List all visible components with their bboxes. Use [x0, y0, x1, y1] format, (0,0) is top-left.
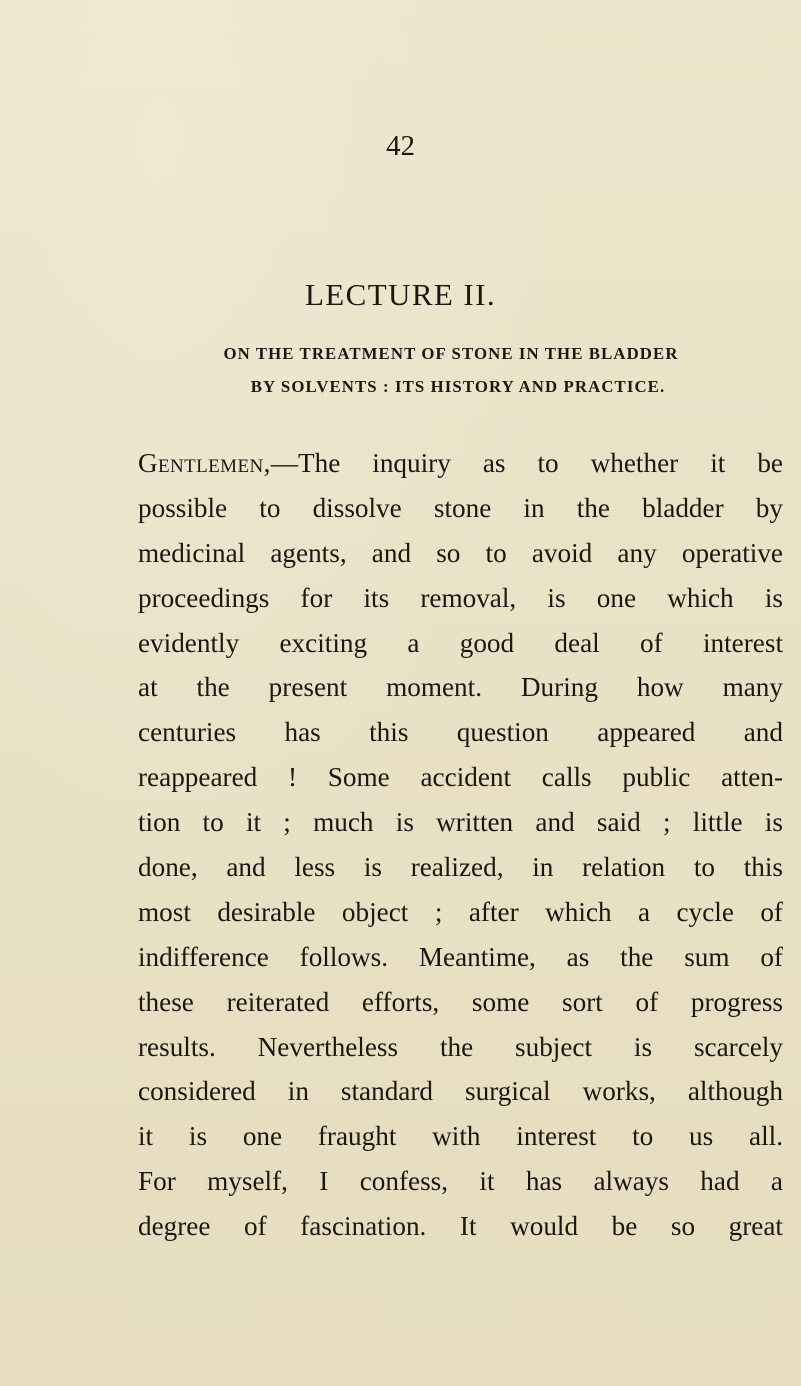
body-line: considered in standard surgical works, although [138, 1076, 783, 1107]
body-line: For myself, I confess, it has always had a [138, 1166, 783, 1197]
body-line: evidently exciting a good deal of interest [138, 627, 783, 658]
lecture-title: LECTURE II. [304, 277, 497, 312]
body-line: it is one fraught with interest to us all. [138, 1121, 783, 1152]
body-line: at the present moment. During how many [138, 672, 783, 703]
body-line-1 [138, 441, 783, 486]
body-line: medicinal agents, and so to avoid any operative [138, 537, 783, 568]
first-line-text: —The inquiry as to whether it be [270, 448, 783, 478]
body-line: centuries has this question appeared and [138, 717, 783, 748]
lecture-body-text [138, 441, 783, 1249]
body-line: indifference follows. Meantime, as the sum of [138, 941, 783, 972]
lecture-subtitle-line-1: ON THE TREATMENT OF STONE IN THE BLADDER [223, 344, 679, 363]
body-line: done, and less is realized, in relation to this [138, 852, 783, 883]
body-line: tion to it ; much is written and said ; little is [138, 807, 783, 838]
body-line: most desirable object ; after which a cycle of [138, 896, 783, 927]
lecture-subtitle-line-2: BY SOLVENTS : ITS HISTORY AND PRACTICE. [250, 377, 666, 396]
body-line: degree of fascination. It would be so great [138, 1211, 783, 1242]
body-line: proceedings for its removal, is one which is [138, 582, 783, 613]
body-line: reappeared ! Some accident calls public atten- [138, 762, 783, 793]
body-line: results. Nevertheless the subject is scarcely [138, 1031, 783, 1062]
body-line: these reiterated efforts, some sort of progress [138, 986, 783, 1017]
body-line: possible to dissolve stone in the bladder by [138, 492, 783, 523]
salutation: Gentlemen, [138, 448, 271, 478]
page-number: 42 [386, 130, 415, 162]
